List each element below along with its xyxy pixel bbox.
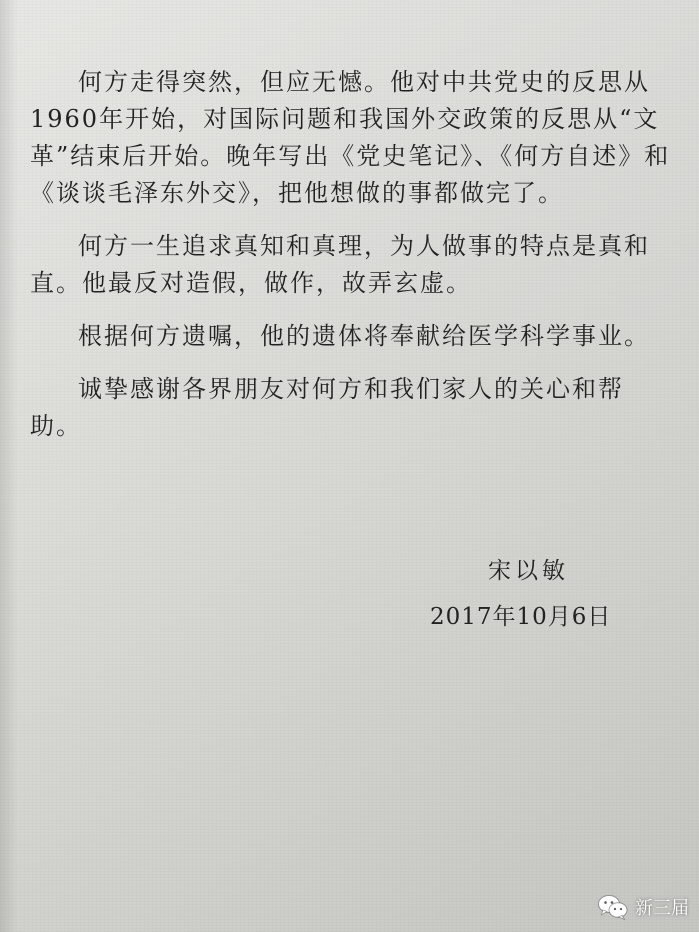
paragraph-3: 根据何方遗嘱，他的遗体将奉献给医学科学事业。	[78, 322, 650, 350]
paragraph-4: 诚挚感谢各界朋友对何方和我们家人的关心和帮助。	[30, 375, 624, 440]
signature-block	[430, 548, 630, 640]
wechat-icon	[597, 893, 629, 921]
paragraph-2: 何方一生追求真知和真理，为人做事的特点是真和直。他最反对造假，做作，故弄玄虚。	[30, 232, 650, 297]
letter-body	[30, 64, 675, 461]
source-watermark	[597, 890, 689, 924]
signature-name: 宋以敏	[488, 558, 569, 584]
watermark-text: 新三届	[635, 898, 689, 919]
paragraph-1: 何方走得突然，但应无憾。他对中共党史的反思从1960年开始，对国际问题和我国外交政策的反思从“文革”结束后开始。晚年写出《党史笔记》、《何方自述》和《谈谈毛泽东外交》，把他想做的事都做完了。	[30, 68, 671, 207]
signature-date: 2017年10月6日	[430, 604, 612, 630]
page-shadow	[0, 0, 18, 932]
